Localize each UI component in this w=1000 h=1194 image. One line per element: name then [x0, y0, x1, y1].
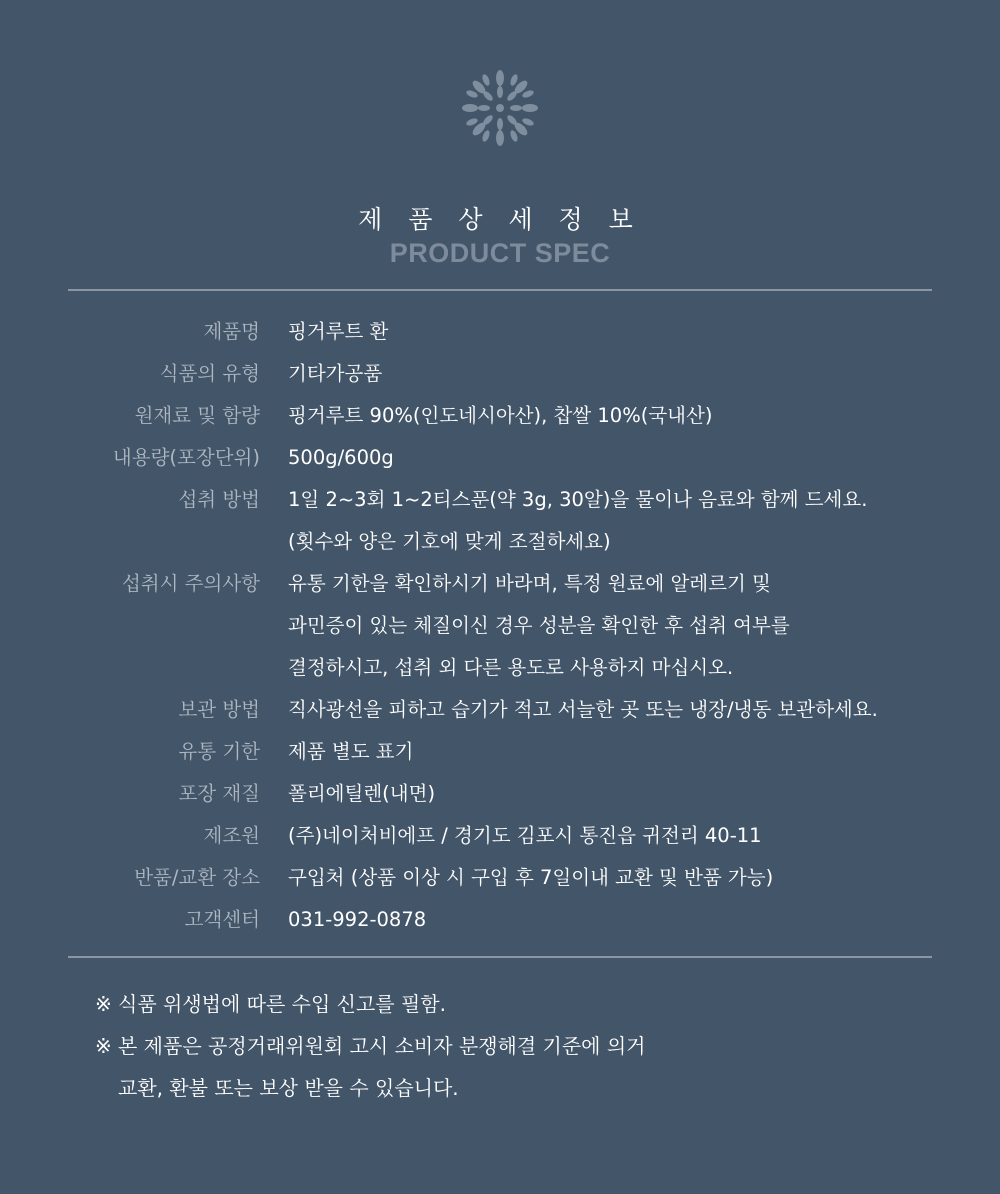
reference-mark: ※ [95, 992, 112, 1016]
spec-value-group [288, 857, 773, 899]
spec-value: 유통 기한을 확인하시기 바라며, 특정 원료에 알레르기 및 [288, 572, 771, 595]
spec-label: 섭취 방법 [178, 488, 260, 511]
spec-label: 원재료 및 함량 [134, 404, 260, 427]
spec-value: 핑거루트 환 [288, 320, 389, 343]
spec-value-group [288, 353, 382, 395]
spec-row [0, 689, 1000, 731]
spec-row [0, 815, 1000, 857]
spec-row [0, 899, 1000, 941]
notes-section [95, 983, 955, 1109]
spec-value-group [288, 437, 394, 479]
spec-value: 직사광선을 피하고 습기가 적고 서늘한 곳 또는 냉장/냉동 보관하세요. [288, 698, 878, 721]
spec-label: 내용량(포장단위) [112, 446, 260, 469]
top-divider [68, 289, 932, 291]
spec-value-group [288, 563, 790, 689]
spec-label: 보관 방법 [178, 698, 260, 721]
spec-row [0, 731, 1000, 773]
spec-value: 500g/600g [288, 446, 394, 469]
spec-row [0, 311, 1000, 353]
spec-value: (주)네이처비에프 / 경기도 김포시 통진읍 귀전리 40-11 [288, 824, 762, 847]
spec-row [0, 563, 1000, 689]
spec-value: 031-992-0878 [288, 908, 427, 931]
spec-value: 과민증이 있는 체질이신 경우 성분을 확인한 후 섭취 여부를 [288, 614, 790, 637]
spec-value: 결정하시고, 섭취 외 다른 용도로 사용하지 마십시오. [288, 656, 734, 679]
spec-row [0, 479, 1000, 563]
note-item [95, 1025, 955, 1067]
spec-label: 제조원 [203, 824, 260, 847]
spec-value-group [288, 311, 388, 353]
spec-row [0, 395, 1000, 437]
spec-value-group [288, 899, 426, 941]
spec-value: 제품 별도 표기 [288, 740, 414, 763]
bottom-divider [68, 956, 932, 958]
spec-value: 핑거루트 90%(인도네시아산), 찹쌀 10%(국내산) [288, 404, 713, 427]
spec-label: 고객센터 [184, 908, 260, 931]
spec-label: 섭취시 주의사항 [121, 572, 260, 595]
spec-label: 제품명 [203, 320, 260, 343]
spec-label: 포장 재질 [178, 782, 260, 805]
spec-row [0, 857, 1000, 899]
leaf-circle-icon [462, 70, 538, 146]
spec-value: 기타가공품 [288, 362, 383, 385]
page-title: 제 품 상 세 정 보 [358, 205, 642, 234]
page-subtitle: PRODUCT SPEC [389, 238, 611, 268]
spec-value-group [288, 773, 435, 815]
spec-value: 폴리에틸렌(내면) [288, 782, 436, 805]
spec-value-group [288, 395, 712, 437]
note-text: 교환, 환불 또는 보상 받을 수 있습니다. [118, 1076, 459, 1100]
spec-label: 반품/교환 장소 [134, 866, 260, 889]
spec-value-group [288, 731, 413, 773]
spec-label: 식품의 유형 [159, 362, 260, 385]
spec-value: 1일 2~3회 1~2티스푼(약 3g, 30알)을 물이나 음료와 함께 드세요. [288, 488, 868, 511]
reference-mark: ※ [95, 1034, 112, 1058]
spec-value-group [288, 815, 762, 857]
spec-table [0, 311, 1000, 941]
spec-value: (횟수와 양은 기호에 맞게 조절하세요) [288, 530, 611, 553]
spec-row [0, 773, 1000, 815]
spec-row [0, 353, 1000, 395]
note-text: 식품 위생법에 따른 수입 신고를 필함. [118, 992, 446, 1016]
spec-value-group [288, 479, 867, 563]
note-text: 본 제품은 공정거래위원회 고시 소비자 분쟁해결 기준에 의거 [118, 1034, 646, 1058]
note-item [95, 983, 955, 1025]
spec-row [0, 437, 1000, 479]
spec-label: 유통 기한 [178, 740, 260, 763]
spec-value: 구입처 (상품 이상 시 구입 후 7일이내 교환 및 반품 가능) [288, 866, 774, 889]
spec-value-group [288, 689, 878, 731]
